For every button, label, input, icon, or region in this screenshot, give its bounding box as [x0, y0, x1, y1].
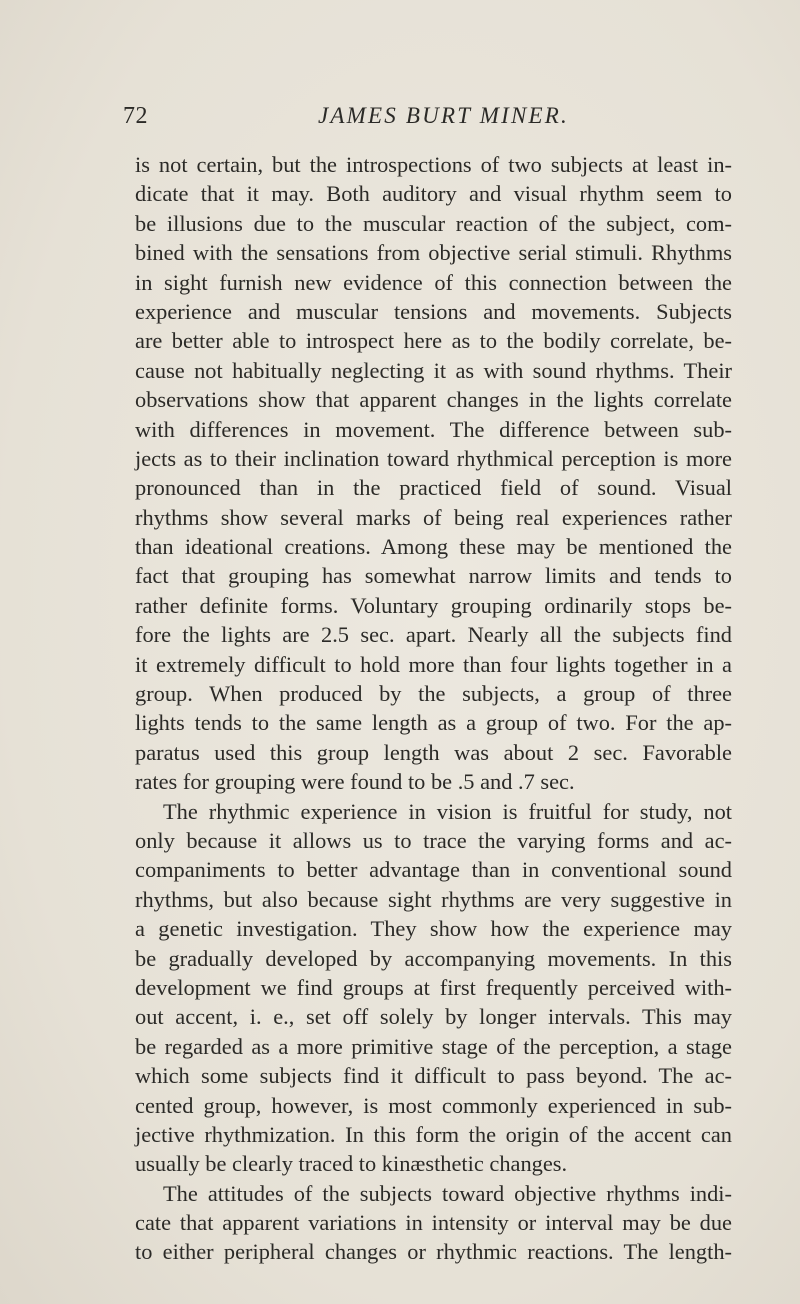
- paragraph-start-line: The rhythmic experience in vision is fruitful for study, not: [163, 798, 732, 824]
- text-line: experience and muscular tensions and movements. Subjects: [135, 298, 732, 324]
- text-line: rhythms, but also because sight rhythms are very suggestive in: [135, 886, 732, 912]
- text-line: observations show that apparent changes in the lights correlate: [135, 387, 732, 413]
- text-line: rhythms show several marks of being real experiences rather: [135, 504, 732, 530]
- body-text: [135, 150, 732, 1267]
- text-line: pronounced than in the practiced field of sound. Visual: [135, 475, 732, 501]
- text-line: paratus used this group length was about 2 sec. Favorable: [135, 739, 732, 765]
- text-line: out accent, i. e., set off solely by longer intervals. This may: [135, 1004, 732, 1030]
- text-line: a genetic investigation. They show how the experience may: [135, 916, 732, 942]
- text-line: fore the lights are 2.5 sec. apart. Nearly all the subjects find: [135, 622, 732, 648]
- text-line: lights tends to the same length as a group of two. For the ap-: [135, 710, 732, 736]
- text-line: than ideational creations. Among these may be mentioned the: [135, 534, 732, 560]
- text-line: which some subjects find it difficult to pass beyond. The ac-: [135, 1063, 732, 1089]
- text-line: dicate that it may. Both auditory and visual rhythm seem to: [135, 181, 732, 207]
- paragraph-end-line: usually be clearly traced to kinæsthetic changes.: [135, 1151, 568, 1177]
- text-line: with differences in movement. The difference between sub-: [135, 416, 732, 442]
- text-line: be illusions due to the muscular reaction of the subject, com-: [135, 210, 732, 236]
- page-header: [123, 103, 743, 143]
- page-number: 72: [123, 103, 148, 129]
- text-line: development we find groups at first frequently perceived with-: [135, 974, 732, 1000]
- text-line: only because it allows us to trace the varying forms and ac-: [135, 827, 732, 853]
- paragraph-end-line: rates for grouping were found to be .5 and .7 sec.: [135, 769, 575, 795]
- text-line: is not certain, but the introspections of two subjects at least in-: [135, 152, 732, 177]
- text-line: fact that grouping has somewhat narrow limits and tends to: [135, 563, 732, 589]
- text-line: cented group, however, is most commonly experienced in sub-: [135, 1092, 732, 1118]
- text-line: jects as to their inclination toward rhythmical perception is more: [135, 445, 732, 471]
- text-line: be regarded as a more primitive stage of the perception, a stage: [135, 1033, 732, 1059]
- text-line: cate that apparent variations in intensity or interval may be due: [135, 1210, 732, 1236]
- text-line: in sight furnish new evidence of this connection between the: [135, 269, 732, 295]
- running-head: JAMES BURT MINER.: [318, 103, 569, 128]
- text-line: jective rhythmization. In this form the origin of the accent can: [135, 1121, 732, 1147]
- text-line: it extremely difficult to hold more than four lights together in a: [135, 651, 732, 677]
- text-line: cause not habitually neglecting it as with sound rhythms. Their: [135, 357, 732, 383]
- text-line: group. When produced by the subjects, a group of three: [135, 681, 732, 707]
- text-line: be gradually developed by accompanying movements. In this: [135, 945, 732, 971]
- text-line: rather definite forms. Voluntary grouping ordinarily stops be-: [135, 592, 732, 618]
- text-line: are better able to introspect here as to the bodily correlate, be-: [135, 328, 732, 354]
- paragraph-start-line: The attitudes of the subjects toward objective rhythms indi-: [163, 1180, 732, 1206]
- text-line: companiments to better advantage than in conventional sound: [135, 857, 732, 883]
- text-line: bined with the sensations from objective serial stimuli. Rhythms: [135, 240, 732, 266]
- text-line: to either peripheral changes or rhythmic reactions. The length-: [135, 1239, 732, 1265]
